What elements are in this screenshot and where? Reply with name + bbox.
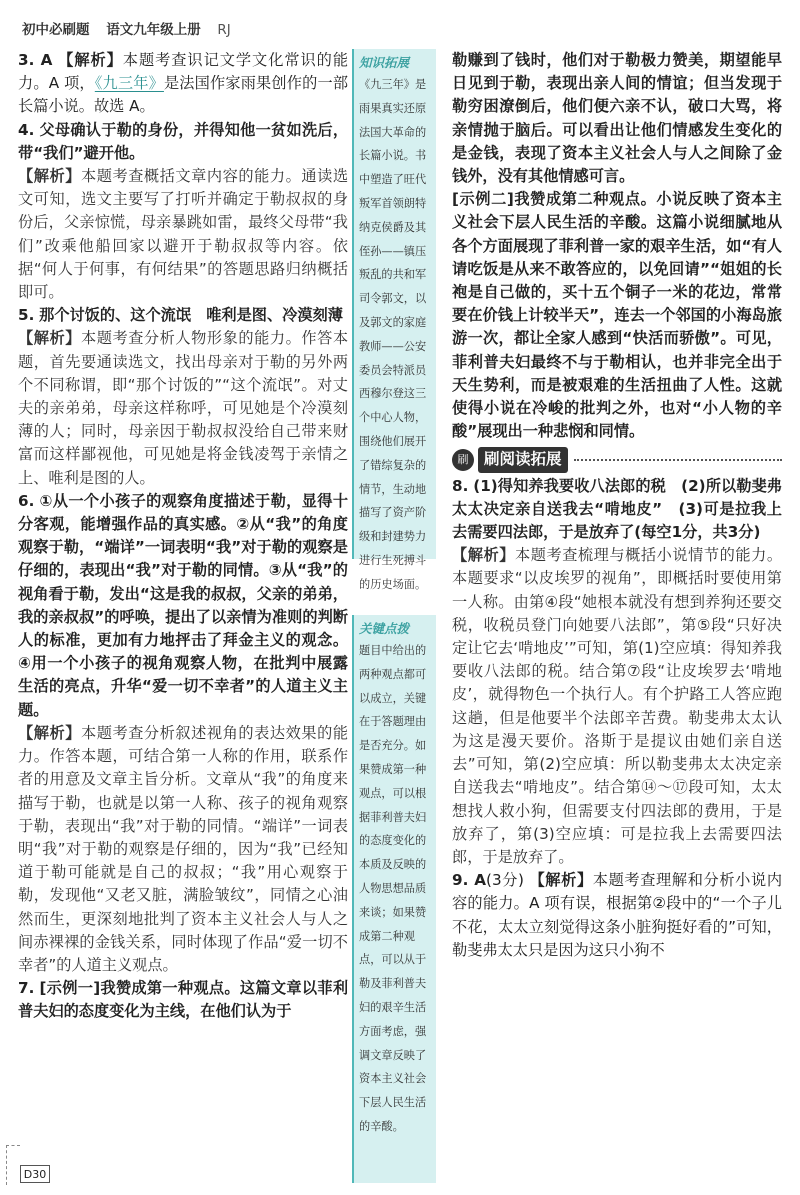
q3-text-2: 是法国作家雨果创作的一部长篇小说。故选 A。 [18, 74, 349, 116]
q7-number: 7. [18, 979, 35, 998]
q8-number: 8. [452, 476, 469, 495]
q4-explanation [18, 165, 348, 304]
q4-answer: 父母确认于勒的身份，并得知他一贫如洗后，带“我们”避开他。 [18, 120, 349, 162]
key-points-title: 关键点拨 [359, 621, 410, 636]
q5-number: 5. [18, 306, 35, 325]
question-7 [18, 977, 348, 1023]
q8-tag: 【解析】 [452, 546, 515, 565]
section-title: 刷阅读拓展 [478, 447, 568, 472]
q5-text: 本题考查分析人物形象的能力。作答本题，首先要通读选文，找出母亲对于勒的另外两个不同称谓，即“那个讨饭的”“这个流氓”。对丈夫的亲弟弟，母亲这样称呼，可见她是个冷漠刻薄的人；同时，母亲因于勒叔叔没给自己带来财富而这样鄙视他，可见她是将金钱凌驾于亲情之上、唯利是图的人。 [18, 329, 349, 487]
q7-answer-2: [示例二]我赞成第二种观点。小说反映了资本主义社会下层人民生活的辛酸。这篇小说细腻地从各个方面展现了菲利普一家的艰辛生活，如“有人请吃饭是从来不敢答应的，以免回请”“姐姐的长袍是自己做的，买十五个铜子一米的花边，常常要在价钱上计较半天”，连去一个邻国的小海岛旅游一次，都让全家人感到“快活而骄傲”。可见，菲利普夫妇最终不与于勒相认，也并非完全出于天生势利，而是被艰难的生活扭曲了人性。这就使得小说在冷峻的批判之外，也对“小人物的辛酸”展现出一种悲悯和同情。 [452, 190, 782, 441]
knowledge-box [352, 49, 436, 591]
page-header [22, 18, 243, 44]
q3-text-1: 本题考查识记文学文化常识的能力。A 项， [18, 51, 348, 93]
knowledge-box-title: 知识拓展 [359, 55, 410, 70]
q6-number: 6. [18, 491, 35, 510]
key-points-box [352, 615, 436, 1183]
section-divider [574, 459, 782, 461]
q8-explanation [452, 544, 782, 869]
edition-label: RJ [217, 22, 231, 38]
left-column [18, 49, 348, 1024]
q3-book-link: 《九三年》 [94, 74, 164, 93]
question-9 [452, 869, 782, 962]
q5-explanation [18, 327, 348, 489]
q8-answer: (1)得知养我要收八法郎的税 (2)所以勒斐弗太太决定亲自送我去“啃地皮” (3)可是拉我上去需要四法郎，于是放弃了(每空1分，共3分) [452, 476, 782, 542]
q9-score: (3分) [486, 871, 524, 890]
q9-number: 9. A [452, 871, 487, 890]
cut-line [6, 1145, 20, 1185]
book-title: 初中必刷题 [22, 22, 90, 38]
q6-tag: 【解析】 [18, 723, 81, 742]
q6-text: 本题考查分析叙述视角的表达效果的能力。作答本题，可结合第一人称的作用，联系作者的用意及文章主旨分析。文章从“我”的角度来描写于勒，也就是以第一人称、孩子的视角观察于勒，表现出“我”对于勒的同情。“端详”一词表明“我”对于勒的观察是仔细的，因为“我”已经知道于勒可能就是自己的叔叔；“我”用心观察于勒，发现他“又老又脏，满脸皱纹”，同情之心油然而生，更深刻地批判了资本主义社会人与人之间赤裸裸的金钱关系，同时体现了作品“爱一切不幸者”的人道主义观点。 [18, 723, 349, 974]
q4-number: 4. [18, 120, 35, 139]
q5-answer: 那个讨饭的、这个流氓 唯利是图、冷漠刻薄 [39, 306, 343, 325]
section-header [452, 447, 782, 472]
key-points-text: 题目中给出的两种观点都可以成立，关键在于答题理由是否充分。如果赞成第一种观点，可以根据菲利普夫妇的态度变化的本质及反映的人物思想品质来谈；如果赞成第二种观点，可以从于勒及菲利普夫妇的艰辛生活方面考虑，强调文章反映了资本主义社会下层人民生活的辛酸。 [359, 644, 427, 1133]
q9-tag: 【解析】 [529, 871, 593, 890]
brush-icon: 刷 [452, 449, 474, 471]
subject-title: 语文九年级上册 [106, 22, 201, 38]
q9-text: 本题考查理解和分析小说内容的能力。A 项有误，根据第②段中的“一个子儿不花，太太立刻觉得这条小脏狗挺好看的”可知，勒斐弗太太只是因为这只小狗不 [452, 871, 783, 959]
right-column [452, 49, 782, 962]
q8-text: 本题考查梳理与概括小说情节的能力。本题要求“以皮埃罗的视角”，即概括时要使用第一人称。由第④段“她根本就没有想到养狗还要交税，收税员登门向她要八法郎”，第⑤段“只好决定让它去‘啃地皮’”可知，第(1)空应填：得知养我要收八法郎的税。结合第⑦段“让皮埃罗去‘啃地皮’，就得物色一个执行人。有个护路工人答应跑这趟，但是他要半个法郎辛苦费。勒斐弗太太认为这是漫天要价。洛斯于是提议由她们亲自送去”可知，第(2)空应填：所以勒斐弗太太决定亲自送我去“啃地皮”。结合第⑭～⑰段可知，太太想找人救小狗，但需要支付四法郎的费用，于是放弃了，第(3)空应填：可是拉我上去需要四法郎，于是放弃了。 [452, 546, 783, 866]
q6-explanation [18, 722, 348, 977]
q5-tag: 【解析】 [18, 329, 81, 348]
question-3 [18, 49, 348, 119]
q7-answer-1: 勒赚到了钱时，他们对于勒极力赞美，期望能早日见到于勒，表现出亲人间的情谊；但当发现于勒穷困潦倒后，他们便六亲不认，破口大骂，将亲情抛于脑后。可以看出让他们情感发生变化的是金钱，表现了资本主义社会人与人之间除了金钱外，没有其他情感可言。 [452, 51, 782, 186]
knowledge-box-text: 《九三年》是雨果真实还原法国大革命的长篇小说。书中塑造了旺代叛军首领朗特纳克侯爵及其侄孙——镇压叛乱的共和军司令郭文，以及郭文的家庭教师——公安委员会特派员西穆尔登这三个中心人物，围绕他们展开了错综复杂的情节，生动地描写了资产阶级和封建势力进行生死搏斗的历史场面。 [359, 78, 427, 591]
q3-number: 3. A [18, 51, 53, 69]
question-5 [18, 304, 348, 327]
q3-tag: 【解析】 [58, 51, 123, 69]
q4-tag: 【解析】 [18, 167, 81, 186]
q6-answer: ①从一个小孩子的观察角度描述于勒，显得十分客观，能增强作品的真实感。②从“我”的角度观察于勒，“端详”一词表明“我”对于勒的观察是仔细的，表现出“我”对于勒的同情。③从“我”的视角看于勒，发出“这是我的叔叔，父亲的弟弟，我的亲叔叔”的呼唤，提出了以亲情为准则的判断人的标准，更加有力地抨击了拜金主义的观念。④用一个小孩子的视角观察人物，在批判中展露生活的亮点，升华“爱一切不幸者”的人道主义主题。 [18, 491, 349, 719]
question-6 [18, 490, 348, 722]
question-8 [452, 475, 782, 545]
q4-text: 本题考查概括文章内容的能力。通读选文可知，选文主要写了打听并确定于勒叔叔的身份后，父亲惊慌，母亲暴跳如雷，最终父母带“我们”改乘他船回家以避开于勒叔叔等内容。依据“何人于何事，有何结果”的答题思路归纳概括即可。 [18, 167, 349, 302]
question-4 [18, 119, 348, 165]
page-number: D30 [20, 1165, 50, 1183]
q7-answer-start: [示例一]我赞成第一种观点。这篇文章以菲利普夫妇的态度变化为主线，在他们认为于 [18, 979, 349, 1021]
